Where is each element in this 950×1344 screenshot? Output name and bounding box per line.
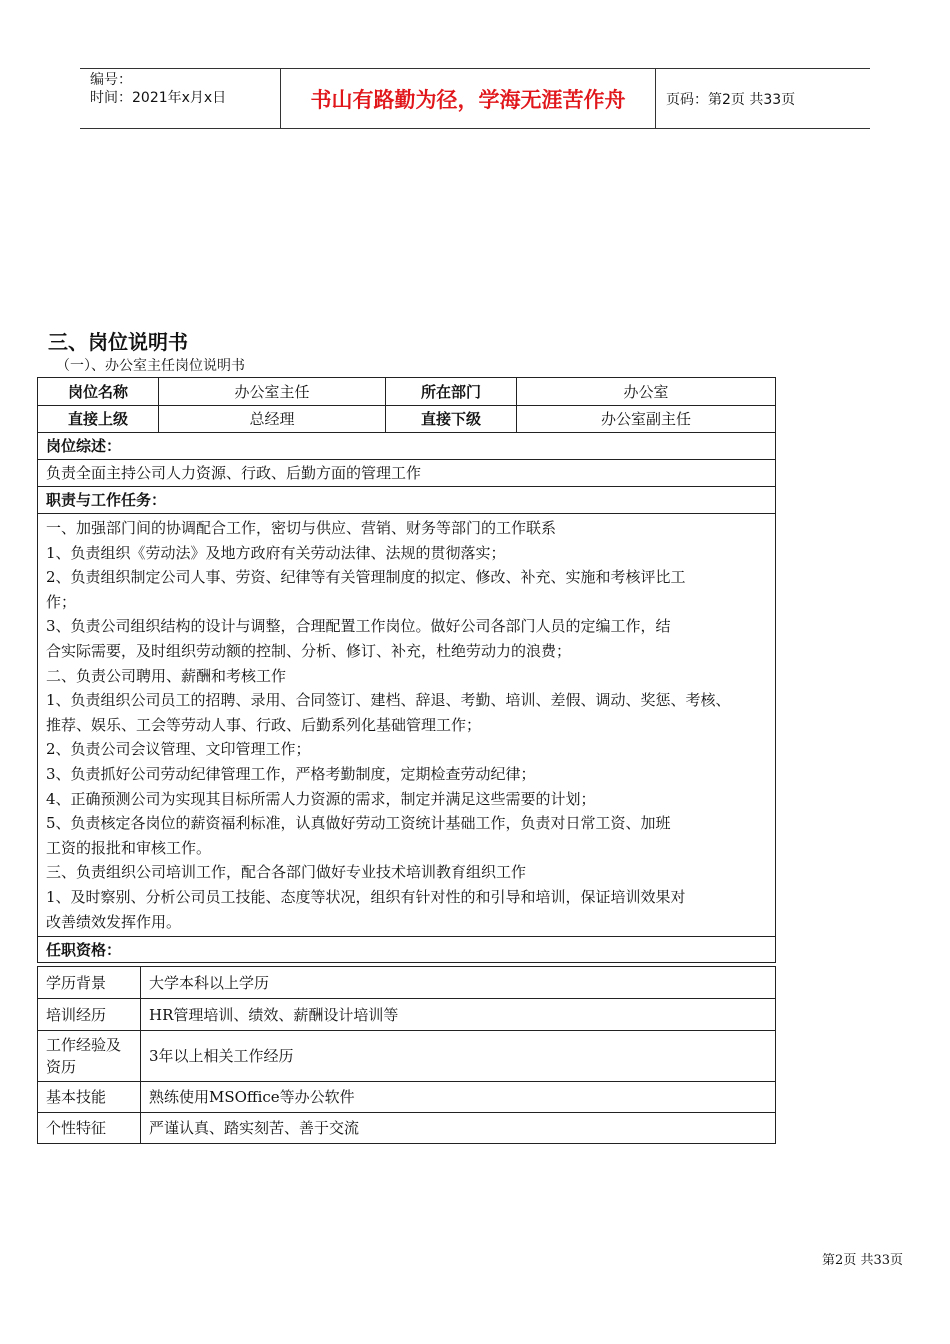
duty-line: 2、负责公司会议管理、文印管理工作； [46, 740, 311, 759]
table-row [38, 487, 776, 514]
duty-line: 合实际需要，及时组织劳动额的控制、分析、修订、补充，杜绝劳动力的浪费； [46, 641, 572, 660]
duty-line: 1、及时察别、分析公司员工技能、态度等状况，组织有针对性的和引导和培训，保证培训效果对 [46, 887, 686, 906]
subordinate-label: 直接下级 [386, 406, 517, 433]
overview-text: 负责全面主持公司人力资源、行政、后勤方面的管理工作 [38, 460, 776, 487]
qualification-label: 工作经验及资历 [38, 1031, 141, 1082]
duties-list [38, 514, 776, 937]
qualification-label: 培训经历 [38, 999, 141, 1031]
duty-line: 1、负责组织《劳动法》及地方政府有关劳动法律、法规的贯彻落实； [46, 543, 506, 562]
qualification-value: 严谨认真、踏实刻苦、善于交流 [141, 1113, 776, 1144]
duty-line: 5、负责核定各岗位的薪资福利标准，认真做好劳动工资统计基础工作，负责对日常工资、加班 [46, 814, 671, 833]
section-title: 三、岗位说明书 [48, 330, 188, 354]
duty-line: 3、负责抓好公司劳动纪律管理工作，严格考勤制度，定期检查劳动纪律； [46, 764, 536, 783]
duty-line: 推荐、娱乐、工会等劳动人事、行政、后勤系列化基础管理工作； [46, 715, 482, 734]
subordinate-value: 办公室副主任 [517, 406, 776, 433]
time-label: 时间：2021年x月x日 [90, 90, 227, 106]
qualification-label: 基本技能 [38, 1082, 141, 1113]
qualification-value: HR管理培训、绩效、薪酬设计培训等 [141, 999, 776, 1031]
table-row [38, 514, 776, 937]
qualifications-label: 任职资格： [38, 937, 776, 963]
table-row [38, 967, 776, 999]
qualification-label: 个性特征 [38, 1113, 141, 1144]
page-header [80, 68, 870, 129]
qualification-label: 学历背景 [38, 967, 141, 999]
job-description-table [37, 377, 776, 963]
table-row [38, 378, 776, 406]
duty-line: 3、负责公司组织结构的设计与调整，合理配置工作岗位。做好公司各部门人员的定编工作，结 [46, 617, 671, 636]
duty-line: 作； [46, 592, 77, 611]
header-page-info: 页码：第2页 共33页 [666, 91, 796, 108]
number-label: 编号： [90, 72, 132, 88]
superior-value: 总经理 [159, 406, 386, 433]
department-label: 所在部门 [386, 378, 517, 406]
duty-line: 三、负责组织公司培训工作，配合各部门做好专业技术培训教育组织工作 [46, 863, 527, 882]
qualification-value: 大学本科以上学历 [141, 967, 776, 999]
table-row [38, 433, 776, 460]
qualification-value: 熟练使用MSOffice等办公软件 [141, 1082, 776, 1113]
qualification-value: 3年以上相关工作经历 [141, 1031, 776, 1082]
position-name-value: 办公室主任 [159, 378, 386, 406]
qualifications-table [37, 966, 776, 1144]
duty-line: 工资的报批和审核工作。 [46, 838, 212, 857]
table-row [38, 1031, 776, 1082]
header-motto: 书山有路勤为径，学海无涯苦作舟 [281, 69, 656, 128]
page-footer: 第2页 共33页 [822, 1253, 903, 1268]
duty-line: 改善绩效发挥作用。 [46, 912, 182, 931]
table-row [38, 406, 776, 433]
table-row [38, 1082, 776, 1113]
superior-label: 直接上级 [38, 406, 159, 433]
table-row [38, 937, 776, 963]
duty-line: 一、加强部门间的协调配合工作，密切与供应、营销、财务等部门的工作联系 [46, 519, 557, 537]
duties-label: 职责与工作任务： [38, 487, 776, 514]
duty-line: 2、负责组织制定公司人事、劳资、纪律等有关管理制度的拟定、修改、补充、实施和考核评比工 [46, 568, 686, 587]
subsection-title: （一）、办公室主任岗位说明书 [56, 358, 245, 374]
table-row [38, 999, 776, 1031]
department-value: 办公室 [517, 378, 776, 406]
overview-label: 岗位综述： [38, 433, 776, 460]
duty-line: 4、正确预测公司为实现其目标所需人力资源的需求，制定并满足这些需要的计划； [46, 789, 596, 808]
duty-line: 1、负责组织公司员工的招聘、录用、合同签订、建档、辞退、考勤、培训、差假、调动、奖惩、考核、 [46, 691, 731, 710]
duty-line: 二、负责公司聘用、薪酬和考核工作 [46, 666, 287, 685]
header-left-cell [80, 69, 281, 128]
table-row [38, 460, 776, 487]
position-name-label: 岗位名称 [38, 378, 159, 406]
table-row [38, 1113, 776, 1144]
